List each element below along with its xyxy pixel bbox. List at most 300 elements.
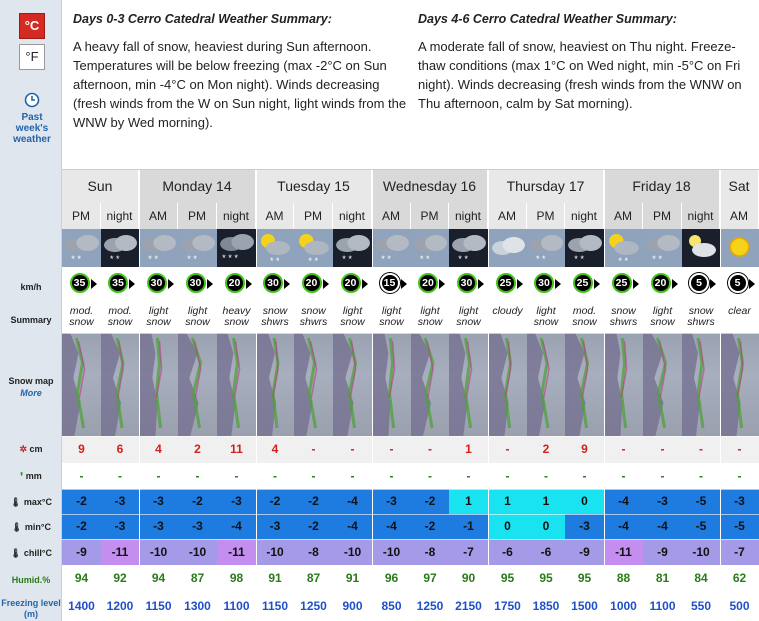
day-separator	[256, 170, 257, 621]
wind-speed: 35	[108, 273, 128, 293]
summary-cell	[527, 306, 565, 330]
snow-cloud-icon	[178, 229, 217, 267]
snow-cloud-icon	[411, 229, 449, 267]
summary-line: light	[536, 306, 556, 317]
period-header: PM	[178, 203, 217, 229]
snow-map-thumb[interactable]	[720, 333, 759, 436]
rain-value: -	[311, 469, 316, 483]
snowflake-icon: ✲	[19, 444, 27, 454]
summary-cell	[101, 306, 139, 330]
summary-line: snow	[688, 306, 714, 317]
wind-chill-value: -11	[217, 539, 256, 565]
summary-days-0-3	[73, 10, 408, 132]
wind-speed: 25	[573, 273, 593, 293]
summary-line: heavy	[222, 306, 251, 317]
wind-chill-value: -10	[682, 539, 720, 565]
summary-row-label: Summary	[10, 315, 52, 325]
snow-cloud-night-icon	[449, 229, 488, 267]
freezing-level-value: 1500	[571, 599, 598, 613]
wind-speed: 5	[728, 273, 748, 293]
period-header: AM	[139, 203, 178, 229]
thermometer-icon: 🌡︎	[9, 548, 22, 558]
wind-chill-value: -7	[449, 539, 488, 565]
fahrenheit-button[interactable]: °F	[19, 44, 45, 70]
day-header: Thursday 17	[488, 170, 604, 203]
svg-text:* *: * *	[110, 254, 120, 264]
wind-speed: 5	[689, 273, 709, 293]
day-header: Friday 18	[604, 170, 720, 203]
summary-line: snow	[185, 316, 210, 328]
freezing-level-value: 1150	[145, 599, 172, 613]
max-temp-value: -3	[720, 489, 759, 514]
summary-cell	[411, 306, 449, 330]
summary-line: light	[652, 306, 673, 317]
wind-direction-icon	[401, 279, 407, 289]
rain-value: -	[195, 469, 200, 483]
summary-line: shwrs	[687, 316, 715, 328]
rain-value: -	[428, 469, 432, 483]
summary-line: snow	[572, 316, 597, 328]
wind-direction-icon	[710, 279, 716, 289]
min-temp-value: -3	[101, 514, 139, 539]
max-temp-value: -4	[604, 489, 643, 514]
freezing-level-value: 1000	[610, 599, 637, 613]
rain-value: -	[621, 469, 626, 483]
snow-value: 2	[527, 436, 565, 463]
period-header: night	[682, 203, 720, 229]
summary-title: Days 4-6 Cerro Catedral Weather Summary:	[418, 12, 677, 26]
snow-map-thumb[interactable]	[604, 333, 643, 436]
snow-cloud-icon	[527, 229, 565, 267]
snow-value: 9	[565, 436, 604, 463]
period-header: night	[101, 203, 139, 229]
snow-value: 11	[217, 436, 256, 463]
svg-text:* *: * *	[71, 254, 81, 264]
moon-cloud-icon	[682, 229, 720, 267]
max-temp-value: -2	[62, 489, 101, 514]
celsius-button[interactable]: °C	[19, 13, 45, 39]
max-temp-value: -2	[178, 489, 217, 514]
humidity-value: 87	[190, 571, 205, 585]
summary-cell	[333, 306, 372, 330]
summary-line: shwrs	[299, 316, 328, 328]
freezing-level-value: 2150	[455, 599, 482, 613]
freezing-level-value: 1750	[494, 599, 521, 613]
max-temp-value: 1	[449, 489, 488, 514]
summary-cell	[294, 306, 333, 330]
wind-speed: 20	[225, 273, 245, 293]
snow-value: -	[643, 436, 682, 463]
wind-direction-icon	[439, 279, 445, 289]
snow-map-thumb[interactable]	[643, 333, 682, 436]
rain-value: -	[118, 469, 122, 483]
sidebar	[0, 0, 62, 621]
freezing-level-value: 1150	[261, 599, 289, 613]
thermometer-icon: 🌡︎	[9, 497, 22, 507]
snow-cloud-icon	[62, 229, 101, 267]
min-temp-value: -5	[720, 514, 759, 539]
max-temp-value: -3	[217, 489, 256, 514]
day-header: Tuesday 15	[256, 170, 372, 203]
snow-map-thumb[interactable]	[294, 333, 333, 436]
snow-map-thumb[interactable]	[62, 333, 101, 436]
summary-line: snow	[146, 316, 171, 328]
summary-cell	[256, 306, 294, 330]
summary-cell	[178, 306, 217, 330]
rain-value: -	[660, 469, 665, 483]
humidity-value: 96	[384, 571, 399, 585]
summary-line: snow	[611, 306, 636, 317]
period-header: night	[449, 203, 488, 229]
max-temp-value: -5	[682, 489, 720, 514]
snow-map-thumb[interactable]	[565, 333, 604, 436]
freezing-level-value: 1400	[68, 599, 95, 613]
snow-value: -	[604, 436, 643, 463]
summary-days-4-6	[418, 10, 753, 113]
freezing-level-value: 1850	[532, 599, 560, 613]
summary-line: light	[420, 306, 440, 317]
period-header: AM	[604, 203, 643, 229]
snow-map-thumb[interactable]	[449, 333, 488, 436]
wind-speed: 30	[147, 273, 167, 293]
humidity-value: 84	[694, 571, 708, 585]
forecast-summary	[62, 0, 759, 170]
rain-value: -	[466, 469, 471, 483]
summary-line: mod.	[108, 306, 132, 317]
min-temp-value: -3	[178, 514, 217, 539]
freezing-level-value: 550	[690, 599, 712, 613]
wind-direction-icon	[555, 279, 561, 289]
snow-value: -	[720, 436, 759, 463]
wind-direction-icon	[91, 279, 97, 289]
row-divider	[62, 436, 759, 437]
period-header: AM	[256, 203, 294, 229]
humidity-value: 97	[423, 571, 437, 585]
snow-cloud-icon	[139, 229, 178, 267]
max-temp-value: -2	[411, 489, 449, 514]
wind-chill-value: -10	[333, 539, 372, 565]
wind-chill-value: -8	[294, 539, 333, 565]
rain-value: -	[79, 469, 84, 483]
period-header: night	[565, 203, 604, 229]
humidity-value: 91	[345, 571, 360, 585]
svg-text:* *: * *	[308, 256, 319, 266]
row-divider	[62, 333, 759, 334]
sun-snow-icon	[604, 229, 643, 267]
summary-line: cloudy	[492, 306, 523, 317]
snow-row-label: ✲ cm	[19, 444, 43, 454]
max-temp-value: -2	[294, 489, 333, 514]
snow-map-label: Snow map	[8, 376, 54, 386]
summary-line: snow	[650, 316, 675, 328]
wind-speed: 20	[302, 273, 322, 293]
summary-line: snow	[301, 306, 326, 317]
min-row-label: 🌡︎ min°C	[10, 522, 52, 532]
rain-value: -	[234, 469, 239, 483]
min-temp-value: 0	[527, 514, 565, 539]
wind-direction-icon	[207, 279, 213, 289]
wind-direction-icon	[362, 279, 368, 289]
wind-chill-value: -11	[101, 539, 139, 565]
day-header: Sun	[62, 170, 139, 203]
freezing-level-value: 900	[342, 599, 363, 613]
max-temp-value: -2	[256, 489, 294, 514]
svg-text:* *: * *	[148, 254, 158, 264]
wind-direction-icon	[323, 279, 329, 289]
summary-line: clear	[728, 306, 751, 317]
period-header: PM	[411, 203, 449, 229]
snow-cloud-icon	[372, 229, 411, 267]
snow-value: -	[333, 436, 372, 463]
period-header: PM	[527, 203, 565, 229]
past-weather-label: Past week's weather	[13, 112, 51, 145]
humidity-row-label: Humid.%	[11, 575, 51, 585]
summary-cell	[139, 306, 178, 330]
snow-map-thumb[interactable]	[372, 333, 411, 436]
humidity-value: 90	[461, 571, 476, 585]
snow-map-thumb[interactable]	[101, 333, 139, 436]
summary-text: A moderate fall of snow, heaviest on Thu night. Freeze-thaw conditions (max 1°C on Wed night, min -5°C on Fri night). Winds decreasing (fresh winds from the WNW on Thu afternoon, calm by Sat morning).	[418, 39, 742, 111]
summary-line: light	[187, 306, 208, 317]
chill-row-label: 🌡︎ chill°C	[9, 548, 53, 558]
humidity-value: 92	[113, 571, 127, 585]
svg-text:* *: * *	[458, 254, 468, 264]
rain-value: -	[505, 469, 510, 483]
min-temp-value: -1	[449, 514, 488, 539]
humidity-value: 94	[74, 571, 89, 585]
min-temp-value: -4	[643, 514, 682, 539]
row-divider	[62, 489, 759, 490]
wind-speed: 30	[186, 273, 206, 293]
summary-line: snow	[340, 316, 365, 328]
snow-value: 4	[256, 436, 294, 463]
freezing-level-value: 1250	[300, 599, 327, 613]
summary-line: light	[148, 306, 169, 317]
summary-line: mod.	[572, 306, 597, 317]
period-header: PM	[294, 203, 333, 229]
cloud-icon	[488, 229, 527, 267]
svg-text:* *: * *	[270, 256, 280, 266]
wind-direction-icon	[284, 279, 290, 289]
summary-line: snow	[262, 306, 288, 317]
wind-speed: 30	[534, 273, 554, 293]
humidity-value: 95	[500, 571, 515, 585]
summary-cell	[449, 306, 488, 330]
wind-chill-value: -9	[62, 539, 101, 565]
wind-direction-icon	[594, 279, 600, 289]
humidity-value: 88	[616, 571, 631, 585]
max-temp-value: -3	[643, 489, 682, 514]
wind-speed: 20	[341, 273, 361, 293]
max-temp-value: -3	[372, 489, 411, 514]
summary-cell	[604, 306, 643, 330]
summary-title: Days 0-3 Cerro Catedral Weather Summary:	[73, 12, 332, 26]
summary-line: shwrs	[609, 316, 638, 328]
day-header: Wednesday 16	[372, 170, 488, 203]
freezing-level-value: 1100	[223, 599, 250, 613]
snow-value: 6	[101, 436, 139, 463]
summary-cell	[62, 306, 101, 330]
snow-map-thumb[interactable]	[333, 333, 372, 436]
freezing-level-value: 1100	[649, 599, 676, 613]
snow-value: 9	[62, 436, 101, 463]
max-temp-value: 0	[565, 489, 604, 514]
humidity-value: 81	[655, 571, 670, 585]
wind-chill-value: -6	[527, 539, 565, 565]
row-divider	[62, 565, 759, 566]
wind-chill-value: -11	[604, 539, 643, 565]
snow-value: -	[372, 436, 411, 463]
wind-row-label: km/h	[20, 282, 42, 292]
summary-text: A heavy fall of snow, heaviest during Sun afternoon. Temperatures will be below freezing (max -2°C on Sun afternoon, min -4°C on Mon night). Winds decreasing (fresh winds from the W on Sun night, light winds from the WNW by Wed morning).	[73, 39, 407, 130]
summary-line: snow	[417, 316, 443, 328]
min-temp-value: -2	[62, 514, 101, 539]
min-temp-value: -2	[411, 514, 449, 539]
period-header: night	[217, 203, 256, 229]
summary-line: snow	[379, 316, 404, 328]
period-header: AM	[488, 203, 527, 229]
summary-line: snow	[224, 316, 249, 328]
summary-line: shwrs	[261, 316, 289, 328]
summary-line: snow	[456, 316, 481, 328]
snow-map-thumb[interactable]	[256, 333, 294, 436]
max-temp-value: -3	[139, 489, 178, 514]
day-separator	[604, 170, 605, 621]
wind-direction-icon	[672, 279, 678, 289]
heavy-snow-night-icon	[217, 229, 256, 267]
freezing-level-value: 1200	[106, 599, 134, 613]
min-temp-value: -4	[372, 514, 411, 539]
raindrop-icon: ❜	[20, 471, 24, 481]
snow-map-more-link[interactable]: More	[20, 388, 42, 398]
min-temp-value: -3	[256, 514, 294, 539]
rain-value: -	[350, 469, 355, 483]
day-separator	[488, 170, 489, 621]
svg-text:* *: * *	[420, 254, 430, 264]
wind-speed: 20	[418, 273, 438, 293]
wind-chill-value: -10	[256, 539, 294, 565]
max-temp-value: -4	[333, 489, 372, 514]
min-temp-value: -4	[217, 514, 256, 539]
period-header: AM	[720, 203, 759, 229]
summary-line: light	[342, 306, 363, 317]
wind-direction-icon	[168, 279, 174, 289]
snow-cloud-night-icon	[565, 229, 604, 267]
snow-cloud-night-icon	[333, 229, 372, 267]
wind-speed: 30	[457, 273, 477, 293]
summary-cell	[682, 306, 720, 330]
wind-chill-value: -8	[411, 539, 449, 565]
humidity-value: 98	[229, 571, 244, 585]
svg-text:* *: * *	[187, 254, 197, 264]
wind-chill-value: -9	[643, 539, 682, 565]
snow-map-thumb[interactable]	[217, 333, 256, 436]
min-temp-value: -5	[682, 514, 720, 539]
summary-cell	[488, 306, 527, 330]
svg-text:* *: * *	[574, 254, 584, 264]
min-temp-value: -3	[139, 514, 178, 539]
min-temp-value: -4	[604, 514, 643, 539]
humidity-value: 91	[268, 571, 282, 585]
svg-text:* *: * *	[618, 256, 629, 266]
svg-text:* * *: * * *	[222, 253, 239, 263]
rain-value: -	[389, 469, 394, 483]
snow-value: -	[294, 436, 333, 463]
freezing-row-label: Freezing level (m)	[1, 598, 61, 619]
summary-line: snow	[533, 316, 559, 328]
summary-line: snow	[69, 316, 94, 328]
snow-map-thumb[interactable]	[682, 333, 720, 436]
summary-cell	[720, 306, 759, 330]
snow-cloud-night-icon	[101, 229, 139, 267]
freezing-level-value: 1300	[184, 599, 211, 613]
wind-chill-value: -9	[565, 539, 604, 565]
summary-line: mod.	[69, 306, 94, 317]
summary-line: light	[458, 306, 479, 317]
day-header: Monday 14	[139, 170, 256, 203]
row-divider	[62, 514, 759, 515]
snow-value: 2	[178, 436, 217, 463]
snow-map-thumb[interactable]	[488, 333, 527, 436]
past-weather-link[interactable]	[4, 92, 60, 145]
freezing-level-value: 500	[729, 599, 750, 613]
day-separator	[139, 170, 140, 621]
wind-direction-icon	[633, 279, 639, 289]
sun-icon	[720, 229, 759, 267]
wind-speed: 30	[263, 273, 283, 293]
max-row-label: 🌡︎ max°C	[9, 497, 53, 507]
snow-value: 4	[139, 436, 178, 463]
summary-cell	[372, 306, 411, 330]
summary-line: snow	[107, 316, 133, 328]
day-separator	[720, 170, 721, 621]
max-temp-value: -3	[101, 489, 139, 514]
summary-cell	[217, 306, 256, 330]
rain-value: -	[544, 469, 548, 483]
svg-text:* *: * *	[536, 254, 546, 264]
freezing-level-value: 1250	[416, 599, 444, 613]
rain-value: -	[699, 469, 703, 483]
summary-cell	[565, 306, 604, 330]
wind-direction-icon	[246, 279, 252, 289]
wind-chill-value: -10	[139, 539, 178, 565]
wind-speed: 15	[380, 273, 400, 293]
snow-value: -	[488, 436, 527, 463]
wind-speed: 20	[651, 273, 671, 293]
wind-speed: 25	[496, 273, 516, 293]
min-temp-value: -2	[294, 514, 333, 539]
snow-map-thumb[interactable]	[139, 333, 178, 436]
period-header: PM	[62, 203, 101, 229]
snow-map-thumb[interactable]	[178, 333, 217, 436]
snow-value: -	[411, 436, 449, 463]
wind-chill-value: -10	[372, 539, 411, 565]
sun-snow-icon	[294, 229, 333, 267]
wind-direction-icon	[129, 279, 135, 289]
humidity-value: 62	[732, 571, 747, 585]
wind-speed: 25	[612, 273, 632, 293]
snow-cloud-icon	[643, 229, 682, 267]
min-temp-value: -4	[333, 514, 372, 539]
max-temp-value: 1	[527, 489, 565, 514]
snow-map-thumb[interactable]	[527, 333, 565, 436]
humidity-value: 94	[151, 571, 166, 585]
wind-direction-icon	[749, 279, 755, 289]
svg-text:* *: * *	[652, 254, 662, 264]
snow-map-thumb[interactable]	[411, 333, 449, 436]
summary-line: light	[381, 306, 402, 317]
day-separator	[372, 170, 373, 621]
